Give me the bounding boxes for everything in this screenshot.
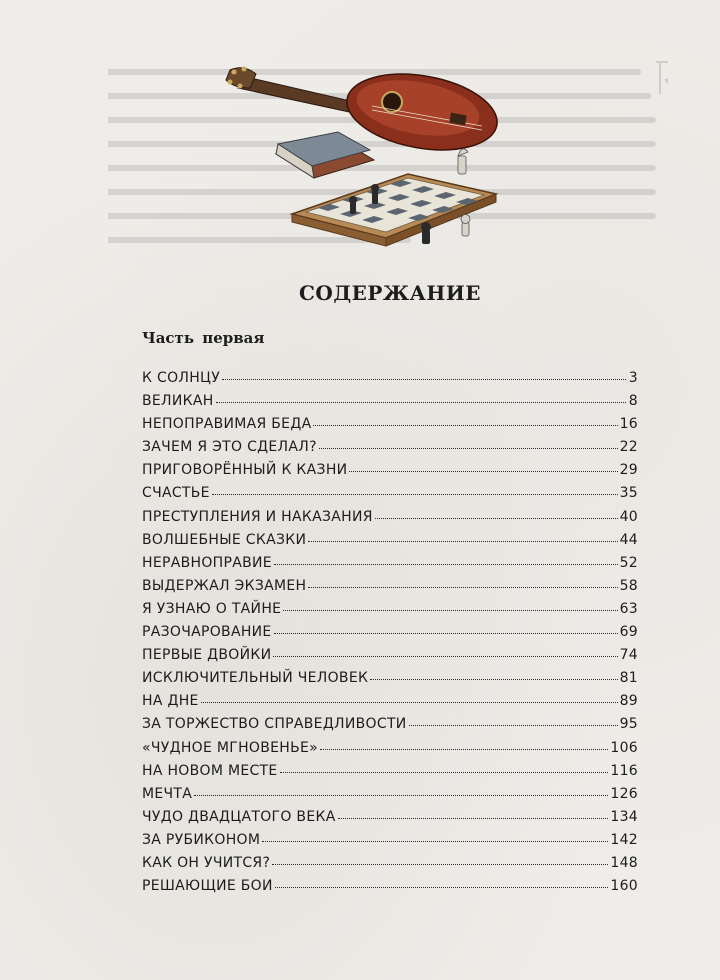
toc-row (142, 462, 638, 485)
toc-entry-title: ПРИГОВОРЁННЫЙ К КАЗНИ (142, 462, 348, 479)
toc-entry-title: НЕПОПРАВИМАЯ БЕДА (142, 416, 312, 433)
toc-row (142, 578, 638, 601)
dot-leader (409, 724, 618, 726)
toc-entry-title: ВОЛШЕБНЫЕ СКАЗКИ (142, 531, 307, 548)
toc-entry-page: 95 (619, 716, 638, 733)
toc-row (142, 439, 638, 462)
toc-entry-title: НЕРАВНОПРАВИЕ (142, 554, 272, 571)
toc-row (142, 763, 638, 786)
toc-entry-title: РАЗОЧАРОВАНИЕ (142, 624, 272, 641)
toc-entry-page: 116 (610, 762, 638, 779)
dot-leader (320, 748, 608, 750)
toc-entry-page: 22 (619, 439, 638, 456)
toc-entry-page: 148 (610, 854, 638, 871)
mandolin-chess-illustration (222, 62, 502, 252)
dot-leader (262, 840, 608, 842)
toc-row (142, 693, 638, 716)
toc-row (142, 670, 638, 693)
page-title: СОДЕРЖАНИЕ (299, 281, 481, 305)
dot-leader (222, 378, 626, 380)
dot-leader (319, 447, 618, 449)
toc-row (142, 878, 638, 901)
toc-row (142, 532, 638, 555)
toc-entry-page: 160 (610, 878, 638, 895)
toc-row (142, 601, 638, 624)
toc-entry-title: ЗАЧЕМ Я ЭТО СДЕЛАЛ? (142, 439, 317, 456)
dot-leader (313, 424, 617, 426)
toc-row (142, 485, 638, 508)
toc-entry-title: РЕШАЮЩИЕ БОИ (142, 878, 273, 895)
dot-leader (274, 632, 618, 634)
toc-row (142, 786, 638, 809)
dot-leader (308, 540, 617, 542)
toc-row (142, 555, 638, 578)
dot-leader (375, 517, 618, 519)
toc-entry-page: 8 (628, 393, 638, 410)
dot-leader (308, 586, 617, 588)
toc-entry-page: 142 (610, 831, 638, 848)
dot-leader (274, 563, 618, 565)
toc-entry-title: СЧАСТЬЕ (142, 485, 210, 502)
toc-entry-title: ЗА РУБИКОНОМ (142, 831, 261, 848)
toc-entry-title: ВЕЛИКАН (142, 393, 214, 410)
toc-entry-title: Я УЗНАЮ О ТАЙНЕ (142, 600, 282, 617)
toc-entry-page: 134 (610, 808, 638, 825)
toc-entry-title: НА НОВОМ МЕСТЕ (142, 762, 278, 779)
dot-leader (370, 678, 617, 680)
part-title: Часть первая (142, 329, 265, 347)
toc-entry-page: 81 (619, 670, 638, 687)
toc-entry-page: 58 (619, 577, 638, 594)
dot-leader (212, 493, 618, 495)
toc-entry-page: 52 (619, 554, 638, 571)
toc-entry-page: 40 (619, 508, 638, 525)
dot-leader (273, 655, 617, 657)
toc-row (142, 855, 638, 878)
toc-entry-page: 16 (619, 416, 638, 433)
table-of-contents (142, 370, 638, 901)
dot-leader (272, 863, 608, 865)
dot-leader (338, 817, 609, 819)
toc-entry-page: 69 (619, 624, 638, 641)
toc-entry-title: ПЕРВЫЕ ДВОЙКИ (142, 647, 272, 664)
toc-entry-title: К СОЛНЦУ (142, 370, 221, 386)
toc-entry-title: ИСКЛЮЧИТЕЛЬНЫЙ ЧЕЛОВЕК (142, 670, 369, 687)
toc-entry-page: 106 (610, 739, 638, 756)
toc-entry-page: 3 (628, 370, 638, 386)
toc-entry-page: 29 (619, 462, 638, 479)
toc-row (142, 393, 638, 416)
toc-entry-title: ВЫДЕРЖАЛ ЭКЗАМЕН (142, 577, 307, 594)
dot-leader (349, 470, 617, 472)
toc-entry-title: ЧУДО ДВАДЦАТОГО ВЕКА (142, 808, 336, 825)
toc-entry-title: НА ДНЕ (142, 693, 199, 710)
toc-entry-title: ПРЕСТУПЛЕНИЯ И НАКАЗАНИЯ (142, 508, 373, 525)
toc-entry-page: 126 (610, 785, 638, 802)
toc-entry-title: КАК ОН УЧИТСЯ? (142, 854, 271, 871)
dot-leader (275, 886, 609, 888)
toc-row (142, 809, 638, 832)
toc-row (142, 624, 638, 647)
toc-entry-page: 89 (619, 693, 638, 710)
toc-row (142, 416, 638, 439)
toc-entry-page: 63 (619, 600, 638, 617)
toc-row (142, 509, 638, 532)
toc-entry-page: 74 (619, 647, 638, 664)
toc-entry-page: 35 (619, 485, 638, 502)
toc-row (142, 832, 638, 855)
toc-row (142, 740, 638, 763)
toc-entry-page: 44 (619, 531, 638, 548)
dot-leader (280, 771, 609, 773)
toc-row (142, 647, 638, 670)
toc-entry-title: ЗА ТОРЖЕСТВО СПРАВЕДЛИВОСТИ (142, 716, 407, 733)
dot-leader (216, 401, 626, 403)
dot-leader (283, 609, 617, 611)
dot-leader (201, 701, 618, 703)
toc-entry-title: МЕЧТА (142, 785, 193, 802)
toc-entry-title: «ЧУДНОЕ МГНОВЕНЬЕ» (142, 739, 319, 756)
toc-row (142, 370, 638, 393)
toc-row (142, 716, 638, 739)
dot-leader (194, 794, 608, 796)
